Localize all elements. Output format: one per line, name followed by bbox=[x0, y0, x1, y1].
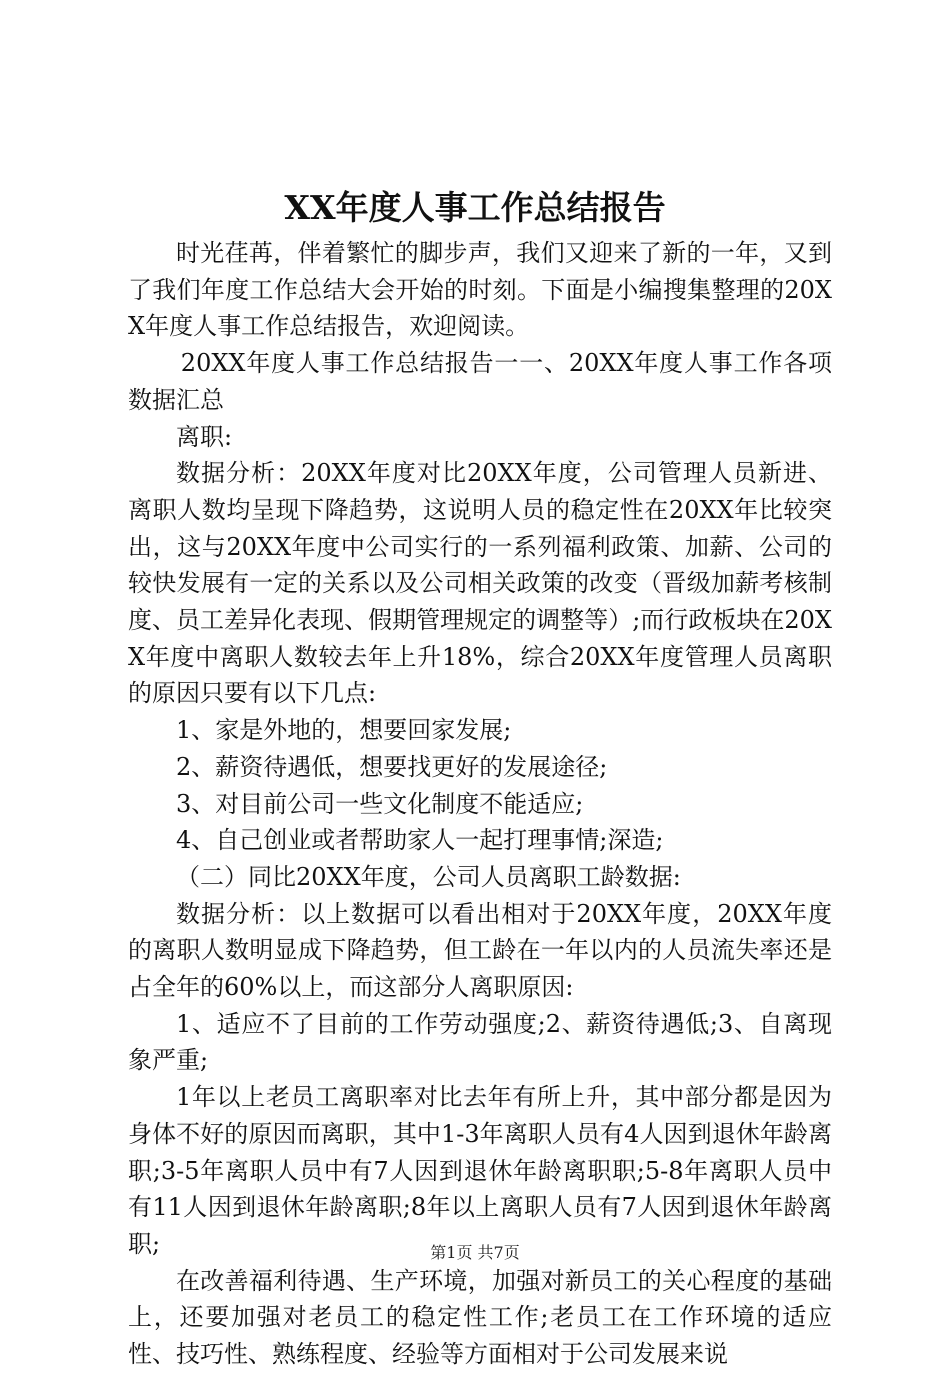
paragraph-reasons-inline: 1、适应不了目前的工作劳动强度;2、薪资待遇低;3、自离现象严重; bbox=[128, 1009, 832, 1075]
paragraph-resignation-label: 离职: bbox=[176, 422, 233, 451]
list-item-reason-3: 3、对目前公司一些文化制度不能适应; bbox=[176, 789, 584, 818]
document-title: XX年度人事工作总结报告 bbox=[284, 188, 666, 227]
paragraph-senior-staff: 1年以上老员工离职率对比去年有所上升，其中部分都是因为身体不好的原因而离职，其中1-3年离职人员有4人因到退休年龄离职;3-5年离职人员中有7人因到退休年龄离职职;5-8年离职人员中有11人因到退休年龄离职;8年以上离职人员有7人因到退休年龄离职; bbox=[128, 1083, 832, 1258]
paragraph-data-analysis-1: 数据分析：20XX年度对比20XX年度，公司管理人员新进、离职人数均呈现下降趋势，这说明人员的稳定性在20XX年比较突出，这与20XX年度中公司实行的一系列福利政策、加薪、公司的较快发展有一定的关系以及公司相关政策的改变（晋级加薪考核制度、员工差异化表现、假期管理规定的调整等）;而行政板块在20XX年度中离职人数较去年上升18%，综合20XX年度管理人员离职的原因只要有以下几点: bbox=[128, 459, 832, 708]
section-heading-2: （二）同比20XX年度，公司人员离职工龄数据: bbox=[176, 862, 681, 891]
page-footer: 第1页 共7页 bbox=[430, 1243, 520, 1262]
list-item-reason-4: 4、自己创业或者帮助家人一起打理事情;深造; bbox=[176, 826, 664, 855]
list-item-reason-2: 2、薪资待遇低，想要找更好的发展途径; bbox=[176, 752, 608, 781]
document-body bbox=[128, 235, 832, 1373]
paragraph-report-heading: 20XX年度人事工作总结报告一一、20XX年度人事工作各项数据汇总 bbox=[128, 349, 832, 414]
paragraph-improvement: 在改善福利待遇、生产环境，加强对新员工的关心程度的基础上，还要加强对老员工的稳定性工作;老员工在工作环境的适应性、技巧性、熟练程度、经验等方面相对于公司发展来说 bbox=[128, 1266, 832, 1369]
paragraph-data-analysis-2: 数据分析：以上数据可以看出相对于20XX年度，20XX年度的离职人数明显成下降趋势，但工龄在一年以内的人员流失率还是占全年的60%以上，而这部分人离职原因: bbox=[128, 899, 832, 1002]
paragraph-intro: 时光荏苒，伴着繁忙的脚步声，我们又迎来了新的一年，又到了我们年度工作总结大会开始的时刻。下面是小编搜集整理的20XX年度人事工作总结报告，欢迎阅读。 bbox=[128, 239, 832, 341]
list-item-reason-1: 1、家是外地的，想要回家发展; bbox=[176, 716, 512, 745]
